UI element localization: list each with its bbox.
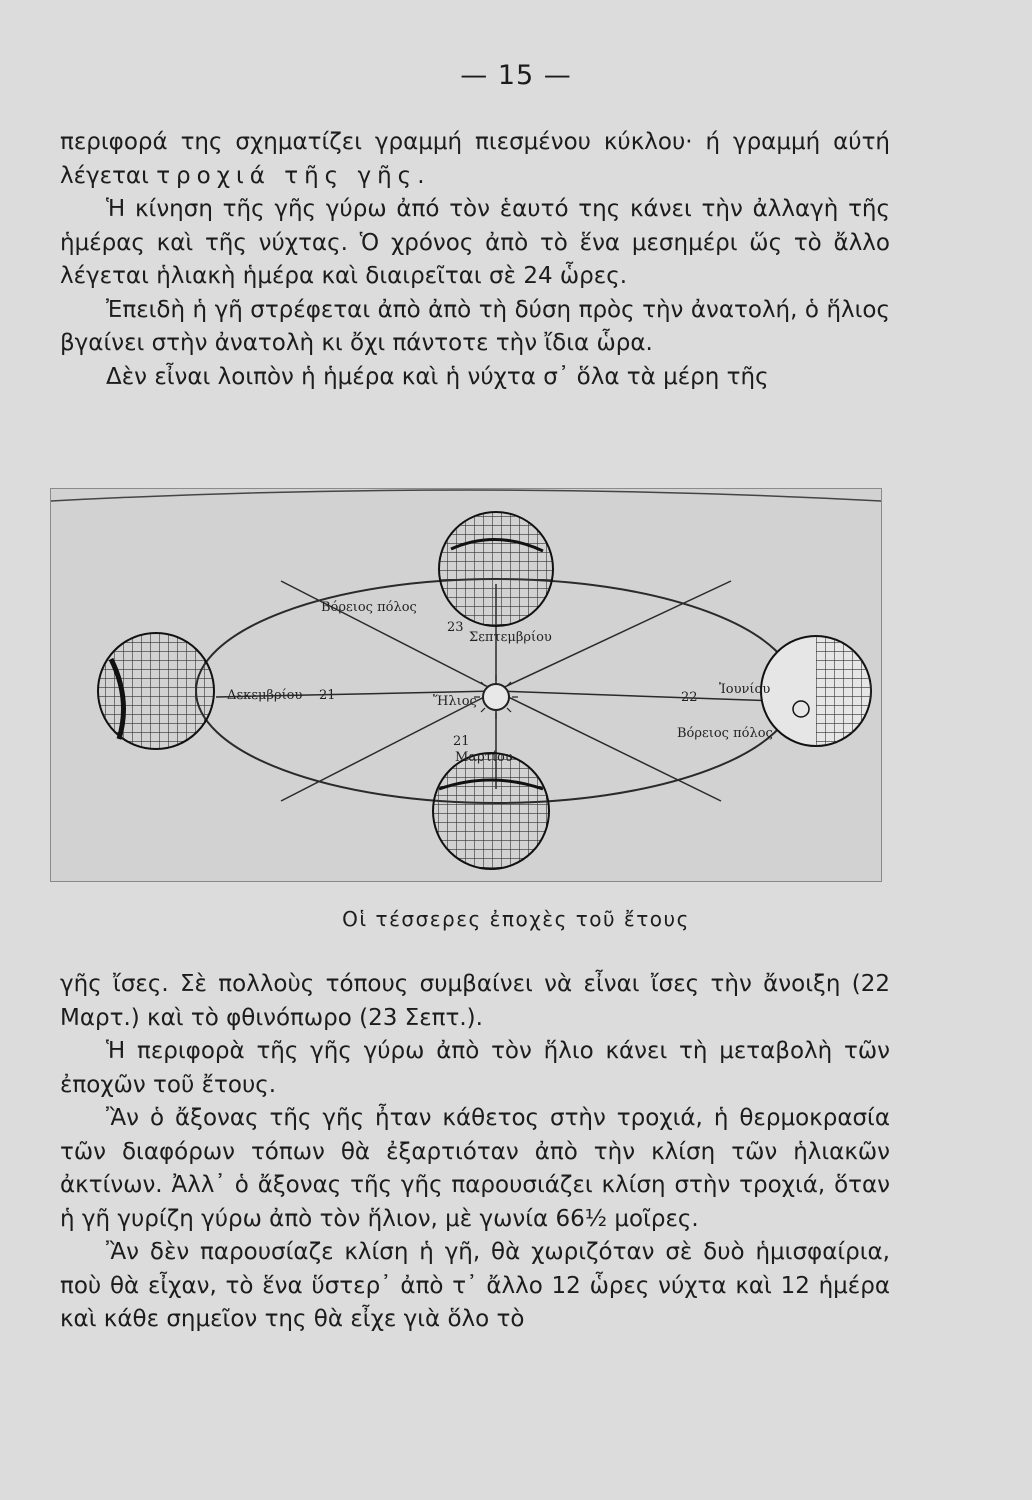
seasons-illustration — [50, 488, 882, 882]
page-number: — 15 — — [460, 60, 572, 91]
text-block-bottom — [60, 968, 890, 1337]
paragraph: Ἂν δὲν παρουσίαζε κλίση ἡ γῆ, θὰ χωριζόταν σὲ δυὸ ἡμισφαίρια, ποὺ θὰ εἶχαν, τὸ ἕνα ὕστερ᾽ ἀπὸ τ᾽ ἄλλο 12 ὧρες νύχτα καὶ 12 ἡμέρα καὶ κάθε σημεῖον της θὰ εἶχε γιὰ ὅλο τὸ — [60, 1239, 890, 1332]
paragraph: γῆς ἴσες. Σὲ πολλοὺς τόπους συμβαίνει νὰ εἶναι ἴσες τὴν ἄνοιξη (22 Μαρτ.) καὶ τὸ φθινόπωρο (23 Σεπτ.). — [60, 971, 890, 1031]
label-december-num: 21 — [319, 688, 336, 703]
label-december: Δεκεμβρίου — [227, 688, 303, 703]
top-arc — [51, 490, 881, 501]
globe-march — [433, 753, 549, 869]
paragraph: Ἡ περιφορὰ τῆς γῆς γύρω ἀπὸ τὸν ἥλιο κάνει τὴ μεταβολὴ τῶν ἐποχῶν τοῦ ἔτους. — [60, 1038, 890, 1098]
label-september-num: 23 — [447, 620, 464, 635]
paragraph: Ἂν ὁ ἄξονας τῆς γῆς ἦταν κάθετος στὴν τροχιά, ἡ θερμοκρασία τῶν διαφόρων τόπων θὰ ἐξαρτιόταν ἀπὸ τὴν κλίση τῶν ἡλιακῶν ἀκτίνων. Ἀλλ᾽ ὁ ἄξονας τῆς γῆς παρουσιάζει κλίση στὴν τροχιά, ὅταν ἡ γῆ γυρίζη γύρω ἀπὸ τὸν ἥλιον, μὲ γωνία 66½ μοῖρες. — [60, 1105, 890, 1232]
seasons-diagram — [51, 489, 881, 881]
label-sun: Ἥλιος — [433, 694, 477, 709]
paragraph-text: περιφορά της σχηματίζει γραμμή πιεσμένου κύκλου· ή γραμμή αύτή λέγεται — [60, 129, 890, 189]
label-june: Ἰουνίου — [719, 682, 771, 697]
label-march: Μαρτίου — [455, 750, 513, 765]
label-north-pole-top: Βόρειος πόλος — [321, 600, 417, 615]
label-september: Σεπτεμβρίου — [469, 630, 552, 645]
paragraph — [60, 126, 890, 193]
label-north-pole-right: Βόρειος πόλος — [677, 726, 773, 741]
label-june-num: 22 — [681, 690, 698, 705]
emphasized-term: τροχιά τῆς γῆς — [156, 162, 418, 189]
paragraph: Δὲν εἶναι λοιπὸν ἡ ἡμέρα καὶ ἡ νύχτα σ᾽ ὅλα τὰ μέρη τῆς — [106, 363, 769, 390]
text-block-top — [60, 126, 890, 394]
label-march-num: 21 — [453, 734, 470, 749]
globe-september — [439, 512, 553, 626]
punctuation: . — [417, 162, 425, 189]
figure-caption: Οἱ τέσσερες ἐποχὲς τοῦ ἔτους — [342, 907, 690, 931]
globe-december — [98, 633, 214, 749]
globe-june — [761, 636, 871, 746]
paragraph: Ἐπειδὴ ἡ γῆ στρέφεται ἀπὸ ἀπὸ τὴ δύση πρὸς τὴν ἀνατολή, ὁ ἥλιος βγαίνει στὴν ἀνατολὴ κι ὄχι πάντοτε τὴν ἴδια ὧρα. — [60, 296, 890, 356]
paragraph: Ἡ κίνηση τῆς γῆς γύρω ἀπό τὸν ἑαυτό της κάνει τὴν ἀλλαγὴ τῆς ἡμέρας καὶ τῆς νύχτας. Ὁ χρόνος ἀπὸ τὸ ἕνα μεσημέρι ὥς τὸ ἄλλο λέγεται ἡλιακὴ ἡμέρα καὶ διαιρεῖται σὲ 24 ὧρες. — [60, 196, 890, 289]
